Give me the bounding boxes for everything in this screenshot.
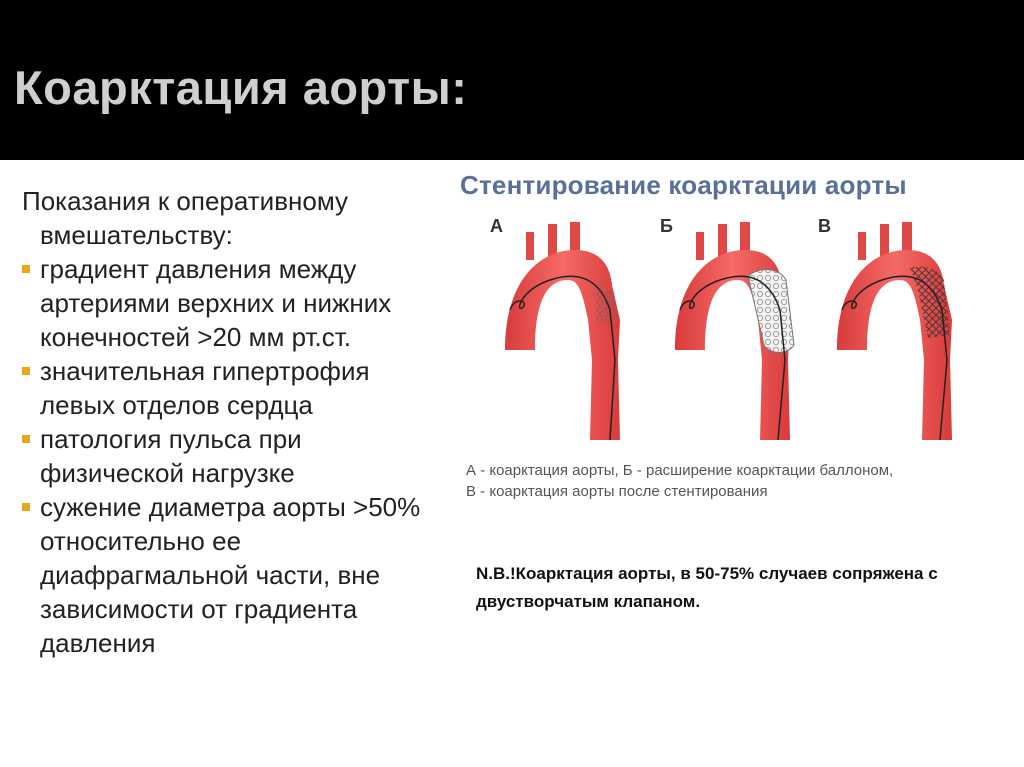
indications-text	[22, 184, 442, 660]
aorta-panel-b	[675, 222, 794, 440]
panel-label-b: Б	[660, 216, 673, 236]
slide-body	[0, 160, 1024, 767]
stenting-figure	[460, 210, 1010, 450]
list-item: сужение диаметра аорты >50% относительно ее диафрагмальной части, вне зависимости от градиента давления	[22, 490, 442, 660]
list-item: градиент давления между артериями верхних и нижних конечностей >20 мм рт.ст.	[22, 252, 442, 354]
title-bar	[0, 0, 1024, 160]
list-item: значительная гипертрофия левых отделов сердца	[22, 354, 442, 422]
figure-caption	[466, 460, 1006, 502]
caption-line-1: А - коарктация аорты, Б - расширение коарктации баллоном,	[466, 462, 894, 479]
panel-label-c: В	[818, 216, 831, 236]
indications-list	[22, 252, 442, 660]
aorta-panel-a	[505, 222, 620, 440]
slide-title: Коарктация аорты:	[14, 61, 468, 114]
list-item: патология пульса при физической нагрузке	[22, 422, 442, 490]
aorta-illustrations	[460, 210, 1010, 450]
intro-text	[22, 184, 442, 252]
caption-line-2: В - коарктация аорты после стентирования	[466, 483, 768, 500]
panel-label-a: А	[490, 216, 503, 236]
nb-note: N.B.!Коарктация аорты, в 50-75% случаев сопряжена с двустворчатым клапаном.	[476, 564, 938, 611]
aorta-panel-c	[837, 222, 952, 440]
intro-line-2: вмешательству:	[40, 220, 233, 250]
figure-title: Стентирование коарктации аорты	[460, 170, 907, 200]
intro-line-1: Показания к оперативному	[22, 186, 349, 216]
